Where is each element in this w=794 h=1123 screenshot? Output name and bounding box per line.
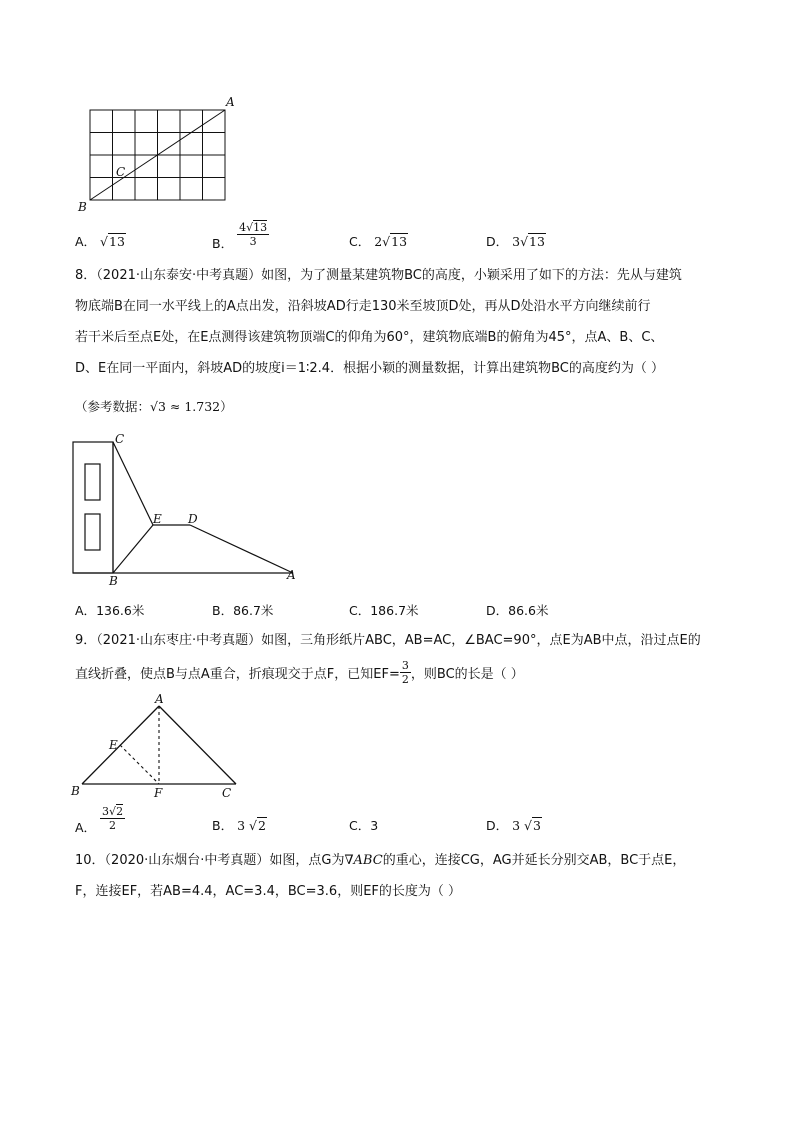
segment-ce <box>113 442 153 525</box>
q8-line-2: 物底端B在同一水平线上的A点出发，沿斜坡AD行走130米至坡顶D处，再从D处沿水平方向继续前行 <box>75 299 651 314</box>
window-top <box>85 464 100 500</box>
q7-option-c[interactable]: C． 2√13 <box>349 234 408 249</box>
q7-option-b[interactable]: B． $\frac{4√13}{3}$ <box>212 221 268 251</box>
q9-option-d[interactable]: D． 3 √3 <box>486 818 541 833</box>
q9-line-2: 直线折叠，使点B与点A重合，折痕现交于点F，已知EF= $\frac{3}{2}$ ，则BC的长是（ ） <box>75 659 524 686</box>
label-c: C <box>115 432 125 446</box>
fraction: $\frac{4√13}{3}$ <box>239 221 268 248</box>
q8-line-1: 8．（2021·山东泰安·中考真题）如图，为了测量某建筑物BC的高度，小颖采用了如下的方法：先从与建筑 <box>75 268 682 283</box>
q7-option-d[interactable]: D． 3√13 <box>486 234 545 249</box>
label-d: D <box>188 512 198 526</box>
fraction: $\frac{3√2}{2}$ <box>102 805 124 832</box>
label-b: B <box>71 784 80 798</box>
q9-triangle-figure <box>65 692 245 807</box>
q10-line-1: 10．（2020·山东烟台·中考真题）如图，点G为∇ABC的重心，连接CG，AG并延长分别交AB，BC于点E， <box>75 853 686 868</box>
slope-da <box>190 525 293 573</box>
label-b: B <box>78 200 87 214</box>
q9-option-b[interactable]: B． 3 √2 <box>212 818 266 833</box>
q8-line-3: 若干米后至点E处，在E点测得该建筑物顶端C的仰角为60°，建筑物底端B的俯角为45°，点A、B、C、 <box>75 330 664 345</box>
q8-option-a[interactable]: A．136.6米 <box>75 603 145 618</box>
q7-option-a[interactable]: A． √13 <box>75 234 125 249</box>
window-bottom <box>85 514 100 550</box>
q9-option-a[interactable]: A． $\frac{3√2}{2}$ <box>75 805 124 835</box>
label-f: F <box>154 786 163 800</box>
label-b: B <box>109 574 118 588</box>
label-e: E <box>109 738 118 752</box>
q8-option-c[interactable]: C．186.7米 <box>349 603 419 618</box>
q7-grid-figure <box>70 90 250 215</box>
label-a: A <box>155 692 164 706</box>
q9-option-c[interactable]: C．3 <box>349 818 379 833</box>
ef-fraction: $\frac{3}{2}$ <box>401 659 409 686</box>
q8-option-b[interactable]: B．86.7米 <box>212 603 274 618</box>
q8-reference-data: （参考数据：√3 ≈ 1.732） <box>75 399 233 414</box>
q10-line-2: F，连接EF，若AB=4.4，AC=3.4，BC=3.6，则EF的长度为（ ） <box>75 884 462 899</box>
side-ac <box>159 706 236 784</box>
label-e: E <box>153 512 162 526</box>
q8-line-4: D、E在同一平面内，斜坡AD的坡度i＝1∶2.4．根据小颖的测量数据，计算出建筑物BC的高度约为（ ） <box>75 361 664 376</box>
q8-building-figure <box>65 430 310 590</box>
crease-ef <box>120 745 159 784</box>
q9-line-1: 9．（2021·山东枣庄·中考真题）如图，三角形纸片ABC，AB=AC，∠BAC=90°，点E为AB中点，沿过点E的 <box>75 633 701 648</box>
label-a: A <box>287 568 296 582</box>
label-c: C <box>222 786 232 800</box>
segment-be <box>113 525 153 573</box>
q8-option-d[interactable]: D．86.6米 <box>486 603 549 618</box>
label-c: C <box>116 165 126 179</box>
radicand: 13 <box>109 234 125 249</box>
label-a: A <box>226 95 235 109</box>
building <box>73 442 113 573</box>
